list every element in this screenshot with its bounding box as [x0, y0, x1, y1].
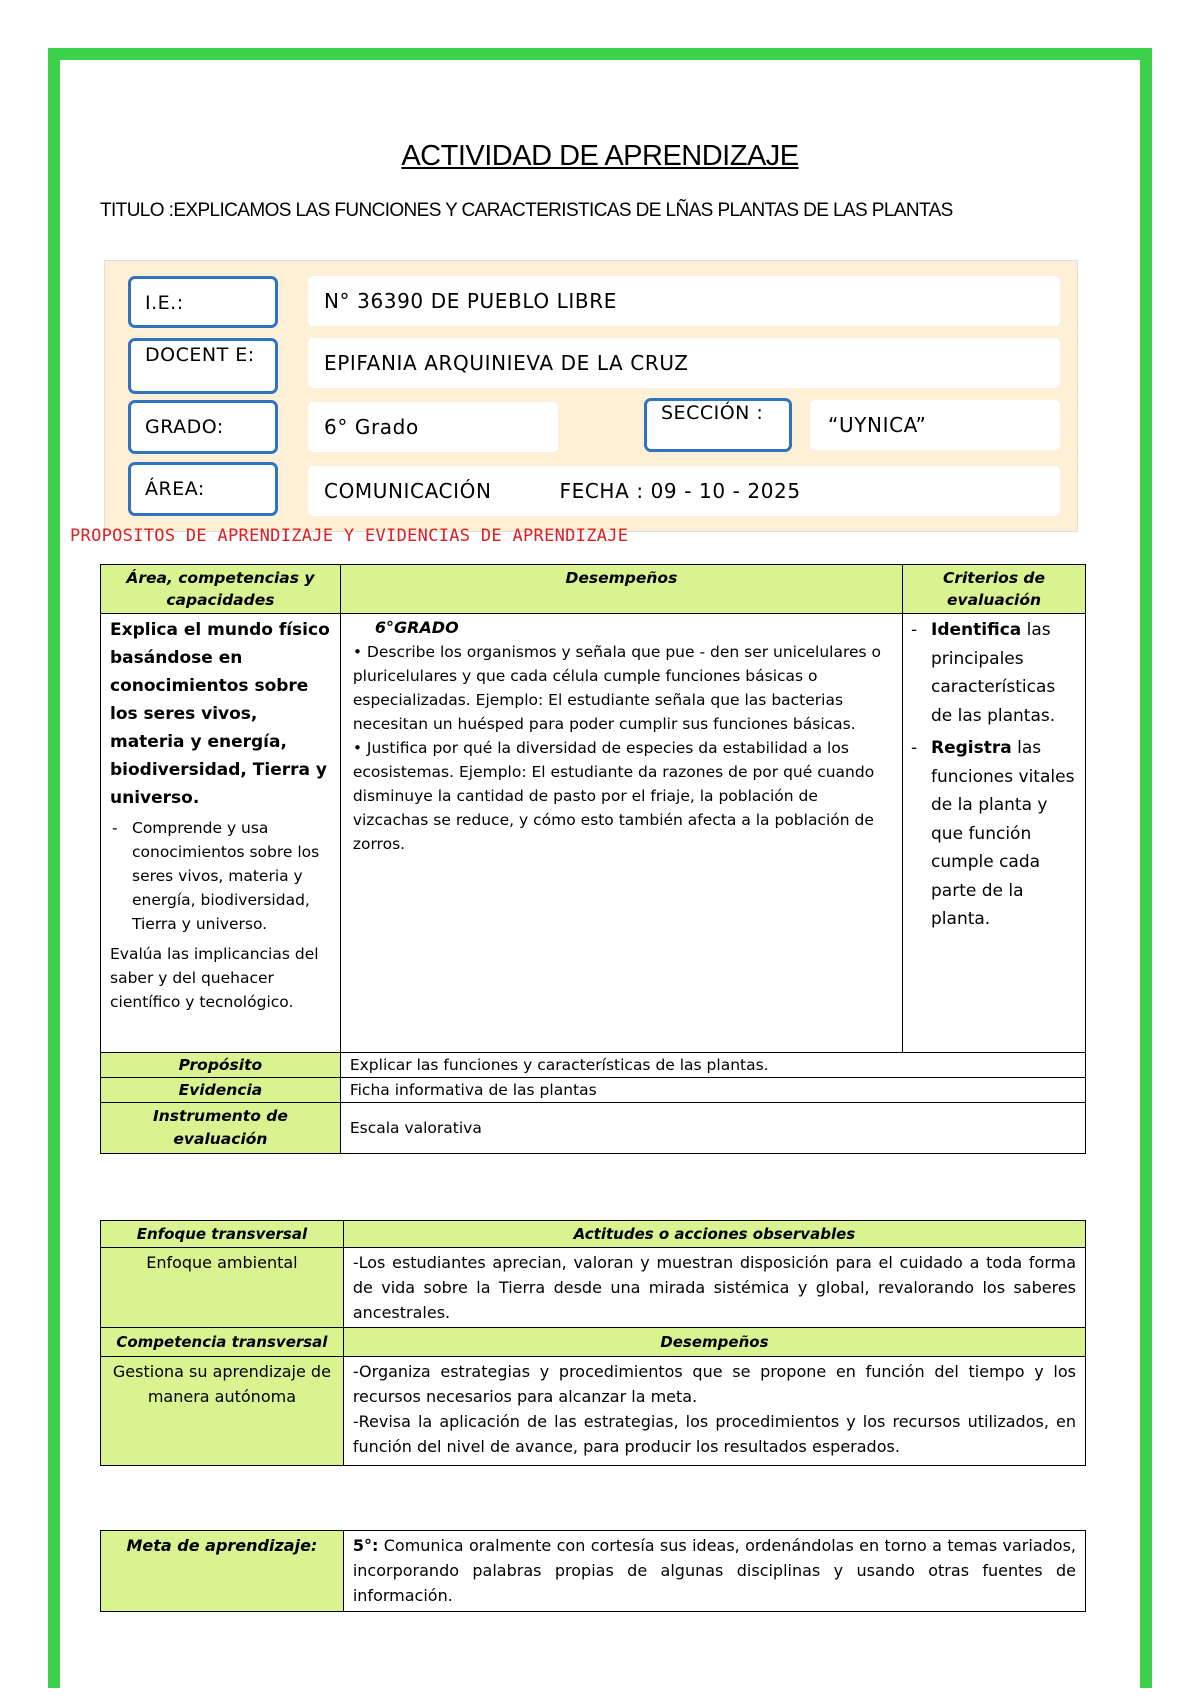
meta-cell — [343, 1531, 1085, 1612]
criterio-verb: Identifica — [931, 620, 1022, 640]
purposes-table — [100, 564, 1086, 1154]
activity-subtitle: TITULO :EXPLICAMOS LAS FUNCIONES Y CARACTERISTICAS DE LÑAS PLANTAS DE LAS PLANTAS — [100, 200, 953, 221]
grado-label: GRADO: — [128, 400, 278, 454]
transversal-table — [100, 1220, 1086, 1466]
desempeno-transversal-item: -Revisa la aplicación de las estrategias, los procedimientos y los recursos utilizados, en función del nivel de avance, para producir los resultados esperados. — [352, 1412, 1076, 1456]
criterio-text: las funciones vitales de la planta y que función cumple cada parte de la planta. — [931, 738, 1075, 929]
competencia-cell — [101, 614, 341, 1053]
proposito-value: Explicar las funciones y características de las plantas. — [340, 1053, 1085, 1078]
header-desempenos: Desempeños — [340, 565, 902, 614]
criterio-verb: Registra — [931, 738, 1012, 758]
header-actitudes: Actitudes o acciones observables — [343, 1221, 1085, 1248]
area-label: ÁREA: — [128, 462, 278, 516]
grado-value: 6° Grado — [308, 402, 558, 452]
criterio-item — [909, 734, 1076, 934]
seccion-label: SECCIÓN : — [644, 398, 792, 452]
grado-heading: 6°GRADO — [374, 618, 459, 637]
actitud-value: -Los estudiantes aprecian, valoran y muestran disposición para el cuidado a toda forma de vida sobre la Tierra desde una mirada sistémica y global, revalorando los saberes ancestrales. — [343, 1248, 1085, 1328]
desempeno-item: • Justifica por qué la diversidad de especies da estabilidad a los ecosistemas. Ejemplo: El estudiante da razones de por qué cuando disminuye la cantidad de pasto por el friaje, la población de vizcachas se reduce, y cómo esto también afecta a la población de zorros. — [352, 739, 875, 853]
competencia-transversal-value: Gestiona su aprendizaje de manera autónoma — [101, 1357, 344, 1466]
instrumento-value: Escala valorativa — [340, 1103, 1085, 1154]
area-fecha-value — [308, 466, 1060, 516]
competencia-text: Explica el mundo físico basándose en conocimientos sobre los seres vivos, materia y energía, biodiversidad, Tierra y universo. — [110, 620, 330, 808]
header-criterios: Criterios de evaluación — [903, 565, 1086, 614]
criterio-text: las principales características de las plantas. — [931, 620, 1056, 726]
meta-label: Meta de aprendizaje: — [101, 1531, 344, 1612]
meta-table — [100, 1530, 1086, 1612]
header-area: Área, competencias y capacidades — [101, 565, 341, 614]
criterios-cell — [903, 614, 1086, 1053]
fecha-value: FECHA : 09 - 10 - 2025 — [559, 479, 801, 503]
docente-value: EPIFANIA ARQUINIEVA DE LA CRUZ — [308, 338, 1060, 388]
evidencia-value: Ficha informativa de las plantas — [340, 1078, 1085, 1103]
header-enfoque: Enfoque transversal — [101, 1221, 344, 1248]
instrumento-label: Instrumento de evaluación — [101, 1103, 341, 1154]
header-competencia-transversal: Competencia transversal — [101, 1328, 344, 1357]
desempenos-cell — [340, 614, 902, 1053]
proposito-label: Propósito — [101, 1053, 341, 1078]
ie-value: N° 36390 DE PUEBLO LIBRE — [308, 276, 1060, 326]
page-title: ACTIVIDAD DE APRENDIZAJE — [401, 140, 799, 172]
capacidad-item: Evalúa las implicancias del saber y del quehacer científico y tecnológico. — [110, 945, 319, 1011]
desempenos-transversal-cell — [343, 1357, 1085, 1466]
header-desempenos-transversal: Desempeños — [343, 1328, 1085, 1357]
purposes-title: PROPOSITOS DE APRENDIZAJE Y EVIDENCIAS DE APRENDIZAJE — [70, 526, 629, 546]
capacidad-item: - Comprende y usa conocimientos sobre los seres vivos, materia y energía, biodiversidad, Tierra y universo. — [110, 816, 331, 936]
area-value: COMUNICACIÓN — [324, 479, 492, 503]
seccion-value: “UYNICA” — [810, 400, 1060, 450]
meta-grade: 5°: — [352, 1536, 379, 1555]
evidencia-label: Evidencia — [101, 1078, 341, 1103]
docente-label: DOCENT E: — [128, 338, 278, 394]
meta-text: Comunica oralmente con cortesía sus ideas, ordenándolas en torno a temas variados, incorporando palabras propias de algunas disciplinas y usando otras fuentes de información. — [352, 1536, 1076, 1605]
enfoque-value: Enfoque ambiental — [101, 1248, 344, 1328]
ie-label: I.E.: — [128, 276, 278, 328]
criterio-item — [909, 616, 1076, 730]
desempeno-transversal-item: -Organiza estrategias y procedimientos que se propone en función del tiempo y los recursos necesarios para alcanzar la meta. — [352, 1362, 1076, 1406]
desempeno-item: • Describe los organismos y señala que pue - den ser unicelulares o pluricelulares y que cada célula cumple funciones básicas o especializadas. Ejemplo: El estudiante señala que las bacterias necesitan un huésped para poder cumplir sus funciones básicas. — [352, 643, 882, 733]
